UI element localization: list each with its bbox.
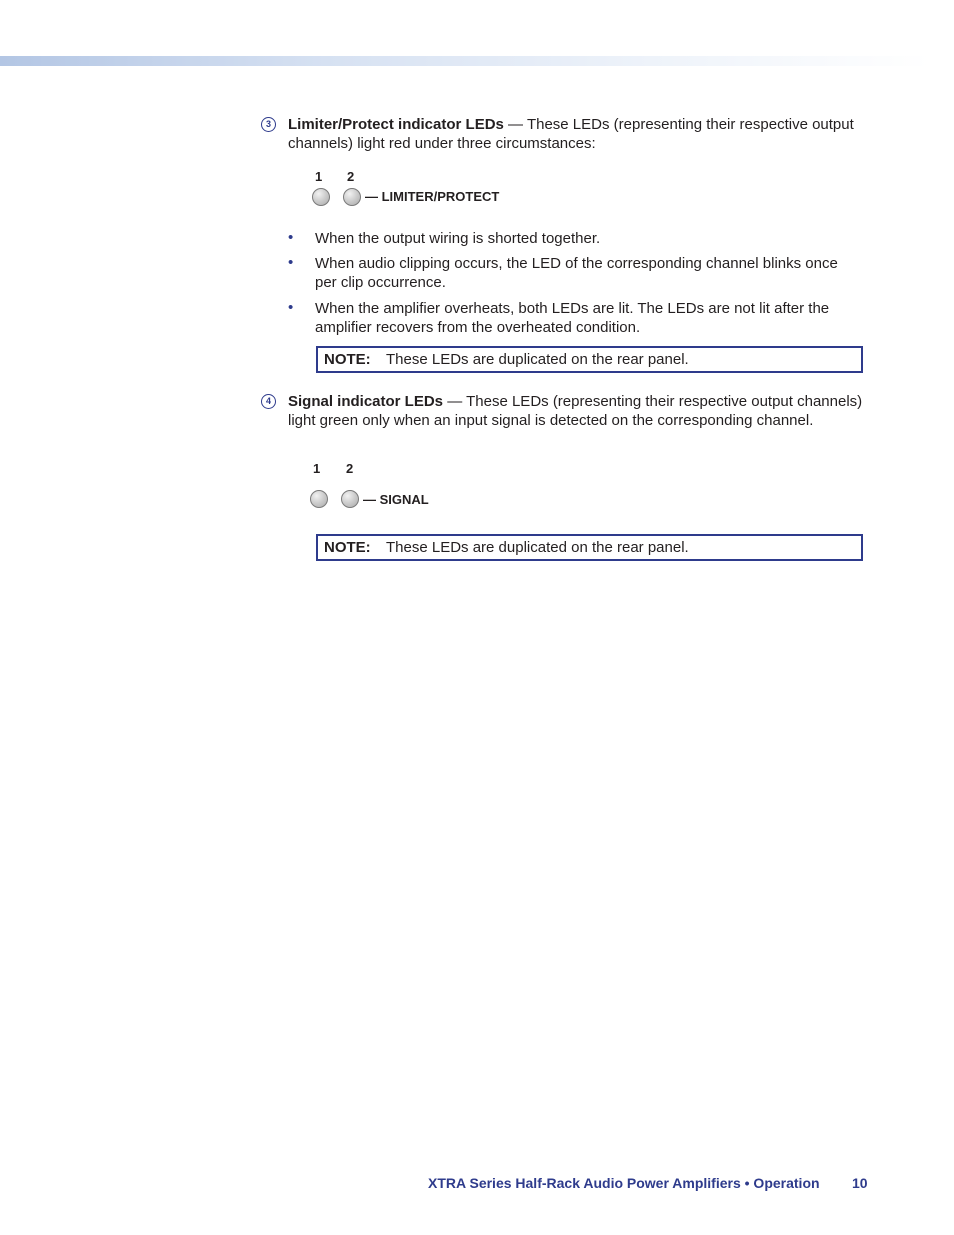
item-signal-text xyxy=(288,392,868,430)
note-label: NOTE: xyxy=(324,351,371,368)
limiter-led-2-icon xyxy=(343,188,361,206)
led-channel-2-label: 2 xyxy=(347,169,355,184)
bullet-icon: • xyxy=(288,299,294,316)
item-description: These LEDs (representing their respective output channels) light green only when an input signal is detected on the corresponding channel. xyxy=(288,393,863,429)
bullet-icon: • xyxy=(288,229,294,246)
header-gradient-bar xyxy=(0,56,930,66)
led-channel-2-label: 2 xyxy=(346,461,354,476)
signal-led-1-icon xyxy=(310,490,328,508)
page-number: 10 xyxy=(852,1175,868,1191)
led-channel-1-label: 1 xyxy=(315,169,323,184)
signal-led-2-icon xyxy=(341,490,359,508)
item-title: Limiter/Protect indicator LEDs xyxy=(288,116,504,133)
bullet-icon: • xyxy=(288,254,294,271)
item-separator: — xyxy=(508,116,524,133)
led-channel-1-label: 1 xyxy=(313,461,321,476)
note-text: These LEDs are duplicated on the rear panel. xyxy=(386,351,689,368)
item-number-badge: 3 xyxy=(261,117,276,132)
signal-label: — SIGNAL xyxy=(363,492,429,507)
item-title: Signal indicator LEDs xyxy=(288,393,444,410)
item-separator: — xyxy=(447,393,463,410)
note-text: These LEDs are duplicated on the rear panel. xyxy=(386,539,689,556)
limiter-protect-label: — LIMITER/PROTECT xyxy=(365,189,500,204)
list-item: When the output wiring is shorted together. xyxy=(315,230,601,247)
list-item: When audio clipping occurs, the LED of the corresponding channel blinks once per clip occurrence. xyxy=(315,255,838,291)
note-label: NOTE: xyxy=(324,539,371,556)
item-number-badge: 4 xyxy=(261,394,276,409)
note-box xyxy=(316,534,863,561)
note-box xyxy=(316,346,863,373)
limiter-led-1-icon xyxy=(312,188,330,206)
item-description: These LEDs (representing their respective output channels) light red under three circumstances: xyxy=(288,116,854,152)
footer-title: XTRA Series Half-Rack Audio Power Amplifiers • Operation xyxy=(428,1175,820,1191)
list-item: When the amplifier overheats, both LEDs are lit. The LEDs are not lit after the amplifier recovers from the overheated condition. xyxy=(315,300,830,336)
item-limiter-protect-text xyxy=(288,115,868,153)
